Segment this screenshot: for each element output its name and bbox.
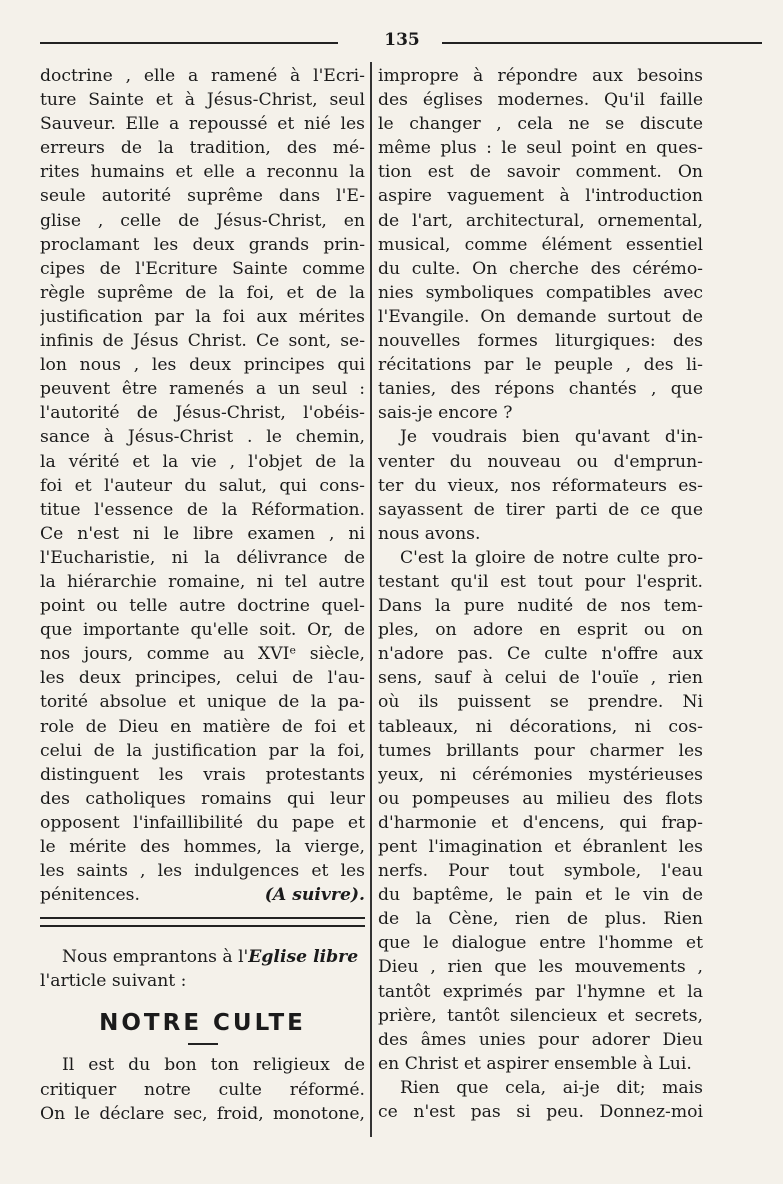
text-line: role de Dieu en matière de foi et: [40, 716, 365, 737]
text-line: prière, tantôt silencieux et secrets,: [378, 1005, 703, 1026]
text-line: distinguent les vrais protestants: [40, 764, 365, 785]
text-line: nous avons.: [378, 523, 481, 544]
text-line: impropre à répondre aux besoins: [378, 66, 703, 86]
text-line: tantôt exprimés par l'hymne et la: [378, 981, 703, 1002]
text-line: nies symboliques compatibles avec: [378, 282, 703, 303]
text-line: Il est du bon ton religieux de: [62, 1055, 365, 1076]
text-line: ples, on adore en esprit ou on: [378, 620, 703, 641]
text-line: le changer , cela ne se discute: [378, 114, 703, 135]
text-line: aspire vaguement à l'introduction: [378, 186, 703, 207]
text-line: opposent l'infaillibilité du pape et: [40, 812, 365, 833]
text-line: erreurs de la tradition, des mé-: [40, 138, 365, 159]
closing-word: pénitences.: [40, 885, 140, 906]
header-rule-left: [40, 42, 338, 44]
text-line: sance à Jésus-Christ . le chemin,: [40, 427, 365, 448]
intro-line-2: l'article suivant :: [40, 971, 187, 992]
text-line: sayassent de tirer parti de ce que: [378, 499, 703, 520]
text-line: titue l'essence de la Réformation.: [40, 499, 365, 520]
text-line: doctrine , elle a ramené à l'Ecri-: [40, 66, 365, 86]
right-paragraph-2: [378, 425, 703, 545]
text-line: [40, 883, 365, 907]
text-line: nos jours, comme au XVIᵉ siècle,: [40, 644, 365, 665]
text-line: des églises modernes. Qu'il faille: [378, 90, 703, 111]
text-line: ture Sainte et à Jésus-Christ, seul: [40, 90, 365, 111]
journal-name: Eglise libre: [248, 947, 359, 968]
text-line: sais-je encore ?: [378, 403, 513, 424]
text-line: seule autorité suprême dans l'E-: [40, 186, 365, 207]
text-line: Rien que cela, ai-je dit; mais: [400, 1077, 703, 1098]
text-line: Dans la pure nudité de nos tem-: [378, 596, 703, 617]
text-line: C'est la gloire de notre culte pro-: [400, 547, 703, 568]
text-line: que importante qu'elle soit. Or, de: [40, 620, 365, 641]
text-line: les saints , les indulgences et les: [40, 861, 365, 882]
text-line: que le dialogue entre l'homme et: [378, 933, 703, 954]
text-line: venter du nouveau ou d'emprun-: [378, 451, 703, 472]
text-line: justification par la foi aux mérites: [40, 306, 365, 327]
text-line: de la Cène, rien de plus. Rien: [378, 909, 703, 930]
text-line: lon nous , les deux principes qui: [40, 355, 365, 376]
text-line: n'adore pas. Ce culte n'offre aux: [378, 644, 703, 665]
right-paragraph-3: [378, 546, 703, 1076]
right-column: [378, 64, 703, 1124]
text-line: Sauveur. Elle a repoussé et nié les: [40, 114, 365, 135]
text-line: Je voudrais bien qu'avant d'in-: [400, 427, 703, 448]
text-line: tanies, des répons chantés , que: [378, 379, 703, 400]
text-line: l'Eucharistie, ni la délivrance de: [40, 547, 365, 568]
text-line: ter du vieux, nos réformateurs es-: [378, 475, 703, 496]
text-line: le mérite des hommes, la vierge,: [40, 837, 365, 857]
text-line: peuvent être ramenés a un seul :: [40, 379, 365, 400]
text-line: sens, sauf à celui de l'ouïe , rien: [378, 668, 703, 689]
text-line: yeux, ni cérémonies mystérieuses: [378, 764, 703, 785]
text-line: l'autorité de Jésus-Christ, l'obéis-: [40, 403, 365, 424]
page-header: [40, 30, 762, 54]
text-line: tumes brillants pour charmer les: [378, 740, 703, 761]
header-rule-right: [442, 42, 762, 44]
text-line: la vérité et la vie , l'objet de la: [40, 451, 365, 472]
text-line: les deux principes, celui de l'au-: [40, 668, 365, 689]
text-line: ou pompeuses au milieu des flots: [378, 788, 703, 809]
section-separator: [40, 917, 365, 927]
text-line: la hiérarchie romaine, ni tel autre: [40, 571, 365, 592]
text-line: foi et l'auteur du salut, qui cons-: [40, 475, 365, 496]
text-line: celui de la justification par la foi,: [40, 740, 365, 761]
text-line: torité absolue et unique de la pa-: [40, 692, 365, 713]
intro-text: Nous emprantons à l': [62, 947, 249, 968]
text-line: glise , celle de Jésus-Christ, en: [40, 210, 365, 231]
right-paragraph-1: [378, 64, 703, 425]
right-paragraph-4: [378, 1076, 703, 1124]
text-line: même plus : le seul point en ques-: [378, 138, 703, 159]
intro-line: [40, 945, 365, 969]
text-line: pent l'imagination et ébranlent les: [378, 837, 703, 857]
text-line: d'harmonie et d'encens, qui frap-: [378, 812, 703, 833]
text-line: de l'art, architectural, ornemental,: [378, 210, 703, 231]
text-line: proclamant les deux grands prin-: [40, 234, 365, 255]
left-paragraph-2: [40, 1053, 365, 1125]
text-line: testant qu'il est tout pour l'esprit.: [378, 571, 703, 592]
text-line: infinis de Jésus Christ. Ce sont, se-: [40, 331, 365, 352]
text-line: récitations par le peuple , des li-: [378, 355, 703, 376]
text-line: du baptême, le pain et le vin de: [378, 885, 703, 906]
text-line: On le déclare sec, froid, monotone,: [40, 1103, 365, 1124]
text-line: Dieu , rien que les mouvements ,: [378, 957, 703, 978]
column-divider: [370, 62, 372, 1137]
text-line: critiquer notre culte réformé.: [40, 1079, 365, 1100]
text-line: tion est de savoir comment. On: [378, 162, 703, 183]
text-line: ce n'est pas si peu. Donnez-moi: [378, 1102, 703, 1123]
text-line: du culte. On cherche des cérémo-: [378, 258, 703, 279]
page-number: 135: [384, 30, 420, 50]
text-line: règle suprême de la foi, et de la: [40, 282, 365, 303]
left-paragraph-1: [40, 64, 365, 883]
text-line: des catholiques romains qui leur: [40, 788, 365, 809]
text-line: musical, comme élément essentiel: [378, 234, 703, 255]
text-line: tableaux, ni décorations, ni cos-: [378, 716, 703, 737]
text-line: nouvelles formes liturgiques: des: [378, 331, 703, 352]
text-line: point ou telle autre doctrine quel-: [40, 596, 365, 617]
left-column: [40, 64, 365, 1126]
title-underline: [188, 1043, 218, 1045]
text-line: l'Evangile. On demande surtout de: [378, 306, 703, 327]
section-title: NOTRE CULTE: [99, 1010, 306, 1037]
text-line: en Christ et aspirer ensemble à Lui.: [378, 1053, 692, 1074]
text-line: où ils puissent se prendre. Ni: [378, 692, 703, 713]
text-line: Ce n'est ni le libre examen , ni: [40, 523, 365, 544]
text-line: nerfs. Pour tout symbole, l'eau: [378, 861, 703, 882]
text-line: rites humains et elle a reconnu la: [40, 162, 365, 183]
text-line: cipes de l'Ecriture Sainte comme: [40, 258, 365, 279]
a-suivre-note: (A suivre).: [264, 885, 365, 906]
text-line: des âmes unies pour adorer Dieu: [378, 1029, 703, 1050]
